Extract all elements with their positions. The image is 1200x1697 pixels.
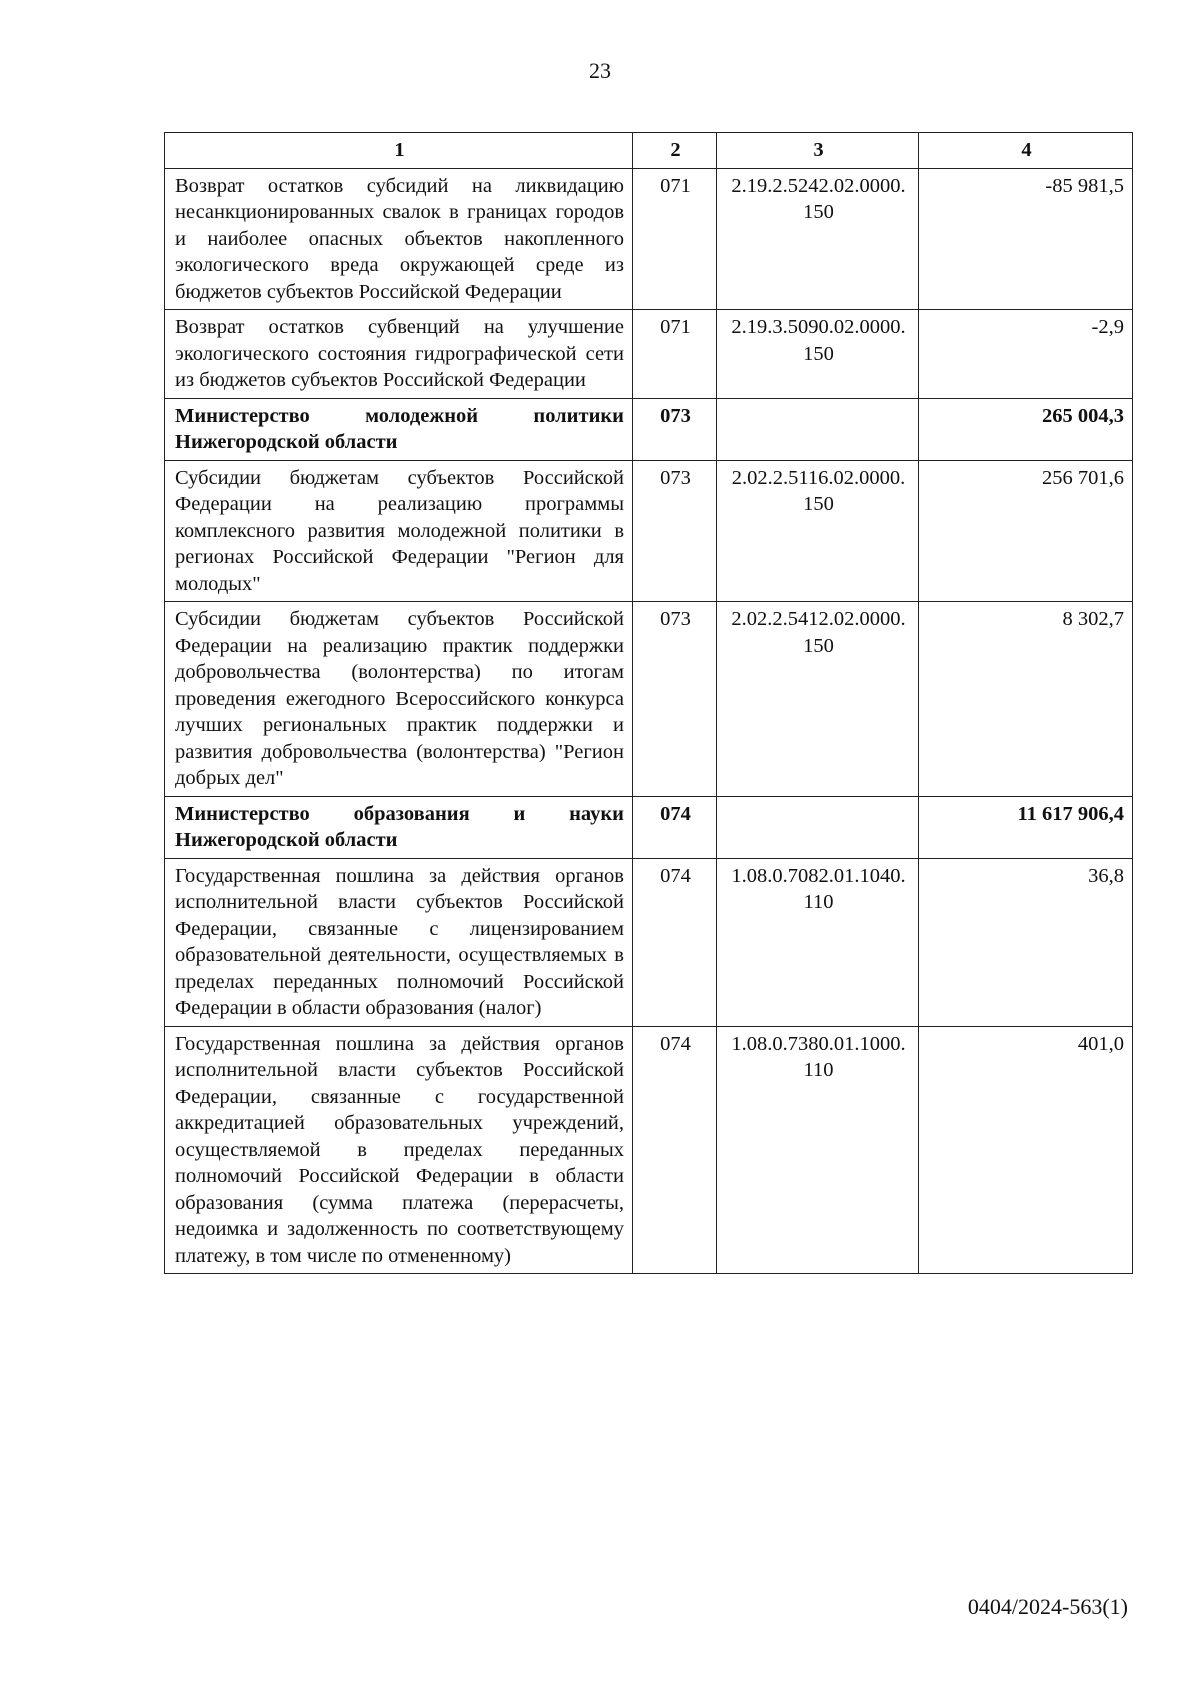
row-code: 071 xyxy=(633,168,717,310)
row-code: 074 xyxy=(633,796,717,858)
row-amount: 8 302,7 xyxy=(919,602,1133,797)
column-header-3: 3 xyxy=(717,133,919,169)
row-code: 071 xyxy=(633,310,717,399)
table-row xyxy=(165,1026,1133,1274)
column-header-2: 2 xyxy=(633,133,717,169)
row-name: Государственная пошлина за действия органов исполнительной власти субъектов Российской Федерации, связанные с лицензированием образовательной деятельности, осуществляемых в пределах переданных полномочий Российской Федерации в области образования (налог) xyxy=(165,858,633,1026)
row-kbk: 1.08.0.7380.01.1000. 110 xyxy=(717,1026,919,1274)
row-amount: 11 617 906,4 xyxy=(919,796,1133,858)
row-amount: -85 981,5 xyxy=(919,168,1133,310)
row-name: Государственная пошлина за действия органов исполнительной власти субъектов Российской Федерации, связанные с государственной аккредитацией образовательных учреждений, осуществляемой в пределах переданных полномочий Российской Федерации в области образования (сумма платежа (перерасчеты, недоимка и задолженность по соответствующему платежу, в том числе по отмененному) xyxy=(165,1026,633,1274)
row-code: 074 xyxy=(633,858,717,1026)
table-header-row xyxy=(165,133,1133,169)
row-kbk: 2.19.3.5090.02.0000. 150 xyxy=(717,310,919,399)
column-header-4: 4 xyxy=(919,133,1133,169)
row-code: 074 xyxy=(633,1026,717,1274)
table-row xyxy=(165,168,1133,310)
row-name: Возврат остатков субсидий на ликвидацию несанкционированных свалок в границах городов и наиболее опасных объектов накопленного экологического вреда окружающей среде из бюджетов субъектов Российской Федерации xyxy=(165,168,633,310)
row-code: 073 xyxy=(633,398,717,460)
row-amount: 256 701,6 xyxy=(919,460,1133,602)
row-amount: 36,8 xyxy=(919,858,1133,1026)
row-kbk xyxy=(717,398,919,460)
column-header-1: 1 xyxy=(165,133,633,169)
table-row xyxy=(165,602,1133,797)
row-name: Министерство молодежной политики Нижегородской области xyxy=(165,398,633,460)
row-code: 073 xyxy=(633,460,717,602)
table-row xyxy=(165,796,1133,858)
row-kbk xyxy=(717,796,919,858)
table-row xyxy=(165,398,1133,460)
table-row xyxy=(165,858,1133,1026)
page-number: 23 xyxy=(589,58,611,83)
row-code: 073 xyxy=(633,602,717,797)
row-kbk: 2.02.2.5412.02.0000. 150 xyxy=(717,602,919,797)
row-amount: -2,9 xyxy=(919,310,1133,399)
table-row xyxy=(165,460,1133,602)
row-name: Субсидии бюджетам субъектов Российской Федерации на реализацию практик поддержки добровольчества (волонтерства) по итогам проведения ежегодного Всероссийского конкурса лучших региональных практик поддержки и развития добровольчества (волонтерства) "Регион добрых дел" xyxy=(165,602,633,797)
budget-table xyxy=(164,132,1133,1274)
row-amount: 401,0 xyxy=(919,1026,1133,1274)
table-row xyxy=(165,310,1133,399)
row-kbk: 2.02.2.5116.02.0000. 150 xyxy=(717,460,919,602)
row-name: Министерство образования и науки Нижегородской области xyxy=(165,796,633,858)
row-name: Возврат остатков субвенций на улучшение экологического состояния гидрографической сети из бюджетов субъектов Российской Федерации xyxy=(165,310,633,399)
document-registration-number: 0404/2024-563(1) xyxy=(967,1594,1128,1619)
row-kbk: 2.19.2.5242.02.0000. 150 xyxy=(717,168,919,310)
row-name: Субсидии бюджетам субъектов Российской Федерации на реализацию программы комплексного развития молодежной политики в регионах Российской Федерации "Регион для молодых" xyxy=(165,460,633,602)
row-kbk: 1.08.0.7082.01.1040. 110 xyxy=(717,858,919,1026)
row-amount: 265 004,3 xyxy=(919,398,1133,460)
